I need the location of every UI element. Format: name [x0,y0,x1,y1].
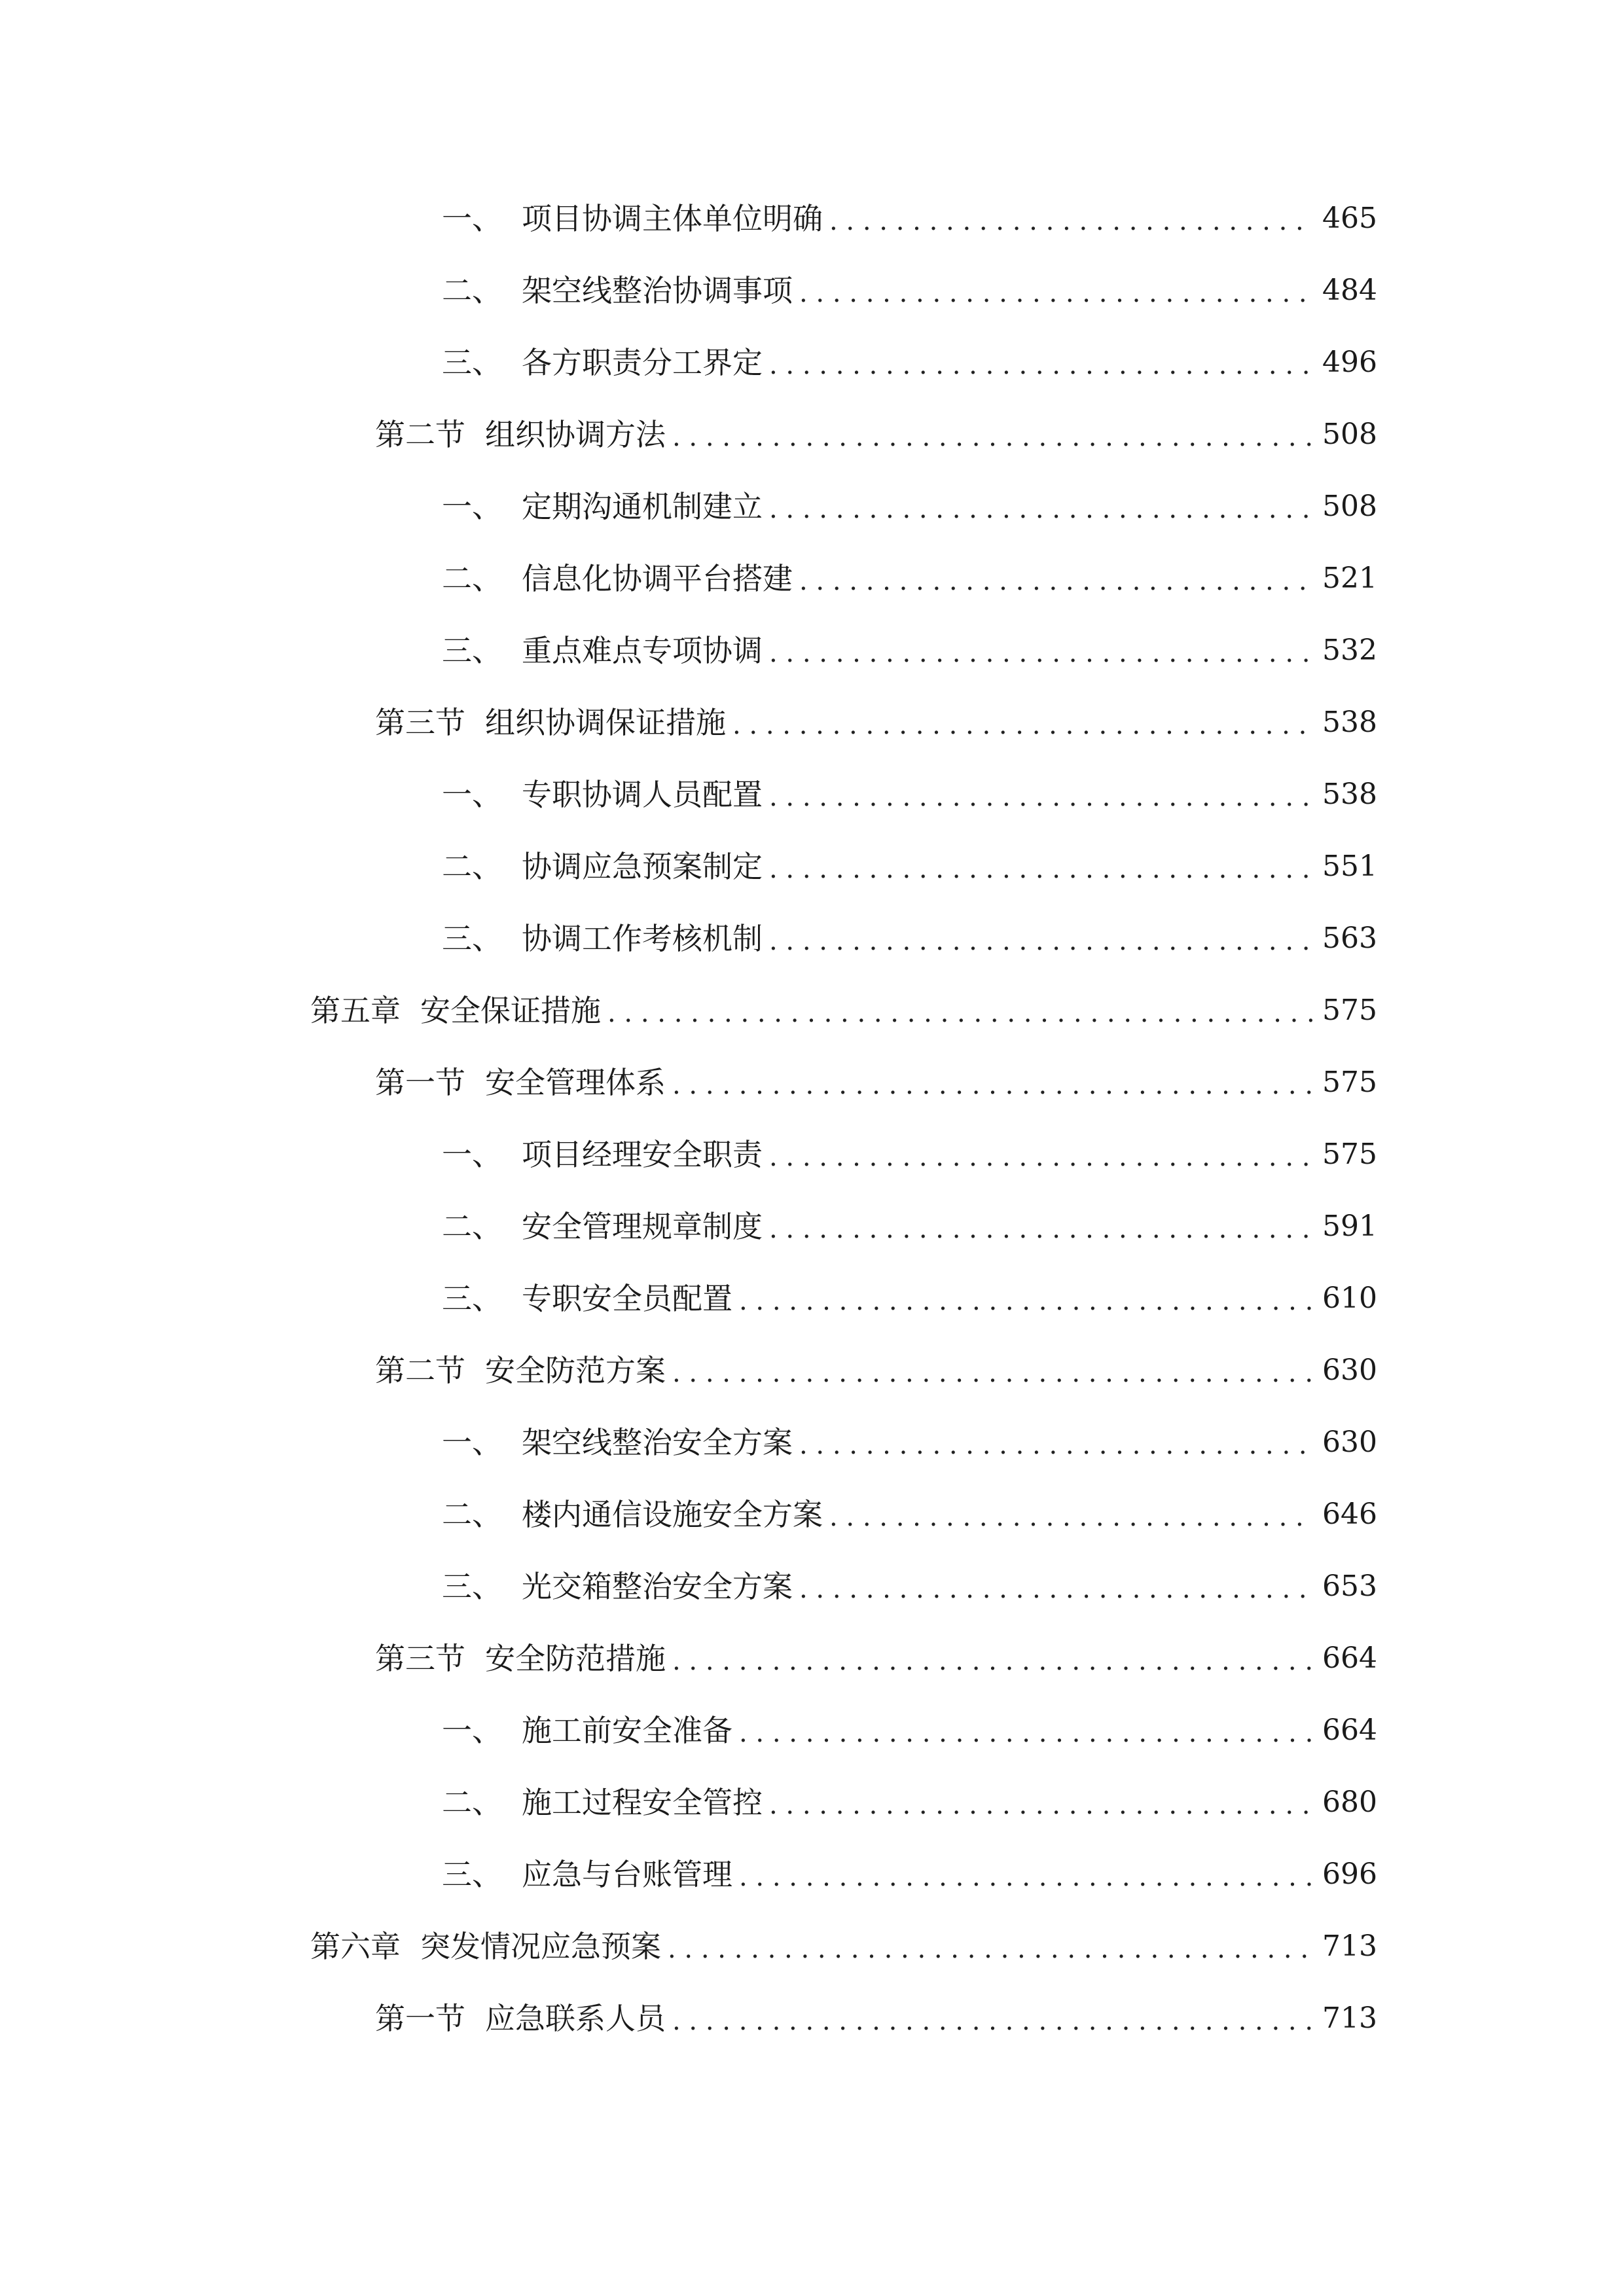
toc-entry-page: 563 [1322,922,1377,955]
toc-entry-title: 专职安全员配置 [522,1281,732,1316]
toc-entry-number: 第五章 [310,993,401,1028]
toc-entry [375,696,1377,749]
toc-entry-title: 光交箱整治安全方案 [522,1569,793,1604]
toc-entry-title: 安全防范措施 [485,1641,666,1676]
toc-entry-number: 第二节 [375,1353,465,1388]
toc-entry-title: 楼内通信设施安全方案 [522,1497,823,1532]
toc-entry [375,1344,1377,1397]
toc-entry-number: 一、 [442,777,502,812]
toc-entry-page: 551 [1322,850,1377,883]
toc-entry [442,1200,1377,1253]
toc-entry-page: 610 [1322,1282,1377,1315]
dot-leader [739,1707,1313,1759]
toc-entry-page: 508 [1322,490,1377,523]
toc-entry-title: 应急与台账管理 [522,1857,732,1892]
toc-entry-page: 646 [1322,1498,1377,1531]
toc-entry-title: 架空线整治安全方案 [522,1425,793,1460]
toc-entry [442,1776,1377,1829]
toc-entry-page: 653 [1322,1570,1377,1603]
toc-entry-number: 一、 [442,1713,502,1748]
toc-entry-page: 591 [1322,1210,1377,1243]
dot-leader [769,483,1313,535]
dot-leader [672,1059,1313,1111]
toc-entry [442,192,1377,245]
dot-leader [732,699,1313,751]
dot-leader [769,1203,1313,1255]
toc-entry-page: 630 [1322,1426,1377,1459]
toc-entry-number: 三、 [442,1569,502,1604]
toc-entry [442,624,1377,677]
toc-entry-page: 713 [1322,2001,1377,2035]
dot-leader [739,1275,1313,1327]
dot-leader [672,1635,1313,1687]
toc-entry-number: 一、 [442,1425,502,1460]
toc-entry-number: 三、 [442,1857,502,1892]
toc-entry-number: 第二节 [375,417,465,452]
toc-entry-number: 二、 [442,849,502,884]
toc-entry-page: 484 [1322,274,1377,307]
toc-entry-number: 二、 [442,273,502,308]
toc-entry-title: 专职协调人员配置 [522,777,763,812]
dot-leader [769,1779,1313,1831]
toc-entry [375,1632,1377,1685]
toc-entry [442,1560,1377,1613]
dot-leader [799,267,1313,319]
toc-entry-page: 575 [1322,1138,1377,1171]
dot-leader [668,1923,1313,1975]
toc-entry-number: 第六章 [310,1929,401,1964]
toc-entry-title: 安全管理规章制度 [522,1209,763,1244]
dot-leader [829,195,1313,247]
toc-entry-page: 521 [1322,562,1377,595]
toc-entry-title: 安全管理体系 [485,1065,666,1100]
toc-entry [442,1416,1377,1469]
toc-entry [442,840,1377,893]
toc-entry-page: 508 [1322,418,1377,451]
toc-entry-number: 一、 [442,201,502,236]
toc-entry-number: 二、 [442,1209,502,1244]
toc-entry-title: 协调工作考核机制 [522,921,763,956]
toc-entry-number: 三、 [442,345,502,380]
toc-entry-title: 组织协调方法 [485,417,666,452]
toc-entry-title: 各方职责分工界定 [522,345,763,380]
toc-entry-title: 安全保证措施 [420,993,601,1028]
toc-entry-number: 第一节 [375,1065,465,1100]
toc-entry [442,768,1377,821]
dot-leader [799,1419,1313,1471]
toc-entry-page: 575 [1322,1066,1377,1099]
toc-entry-number: 二、 [442,1785,502,1820]
toc-entry-page: 713 [1322,1929,1377,1963]
toc-entry-page: 532 [1322,634,1377,667]
toc-entry [442,1848,1377,1901]
dot-leader [672,1995,1313,2047]
dot-leader [769,915,1313,967]
toc-entry-title: 架空线整治协调事项 [522,273,793,308]
toc-entry-number: 一、 [442,1137,502,1172]
dot-leader [769,339,1313,391]
toc-entry [442,912,1377,965]
toc-entry-title: 重点难点专项协调 [522,633,763,668]
toc-entry-number: 第三节 [375,1641,465,1676]
toc-entry-number: 一、 [442,489,502,524]
dot-leader [799,1563,1313,1615]
toc-entry-page: 575 [1322,994,1377,1027]
toc-entry-number: 第三节 [375,705,465,740]
dot-leader [672,1347,1313,1399]
toc-entry [442,336,1377,389]
toc-entry-title: 信息化协调平台搭建 [522,561,793,596]
dot-leader [739,1851,1313,1903]
toc-entry [442,264,1377,317]
toc-entry-title: 施工过程安全管控 [522,1785,763,1820]
toc-entry-page: 696 [1322,1857,1377,1891]
dot-leader [769,771,1313,823]
toc-entry-page: 465 [1322,202,1377,235]
toc-entry-number: 三、 [442,1281,502,1316]
toc-entry-number: 二、 [442,561,502,596]
toc-entry-number: 二、 [442,1497,502,1532]
toc-entry-page: 664 [1322,1641,1377,1675]
dot-leader [799,555,1313,607]
toc-entry-page: 664 [1322,1713,1377,1747]
toc-entry-page: 680 [1322,1785,1377,1819]
toc-entry [375,408,1377,461]
toc-entry-number: 三、 [442,921,502,956]
toc-entry [375,1992,1377,2045]
toc-entry [442,1128,1377,1181]
toc-entry-page: 538 [1322,778,1377,811]
toc-entry [442,1704,1377,1757]
dot-leader [607,987,1313,1039]
toc-entry [375,1056,1377,1109]
toc-entry [442,1488,1377,1541]
toc-entry-title: 协调应急预案制定 [522,849,763,884]
toc-entry-title: 项目协调主体单位明确 [522,201,823,236]
dot-leader [829,1491,1313,1543]
toc-entry-page: 496 [1322,346,1377,379]
toc-entry-number: 第一节 [375,2001,465,2036]
toc-entry-page: 630 [1322,1354,1377,1387]
toc-entry [442,480,1377,533]
dot-leader [672,411,1313,463]
dot-leader [769,843,1313,895]
toc-entry-title: 定期沟通机制建立 [522,489,763,524]
toc-entry-number: 三、 [442,633,502,668]
toc-entry-title: 项目经理安全职责 [522,1137,763,1172]
toc-entry-page: 538 [1322,706,1377,739]
toc-entry [310,984,1377,1037]
dot-leader [769,1131,1313,1183]
toc-entry-title: 突发情况应急预案 [420,1929,661,1964]
toc-entry [310,1920,1377,1973]
toc-entry-title: 安全防范方案 [485,1353,666,1388]
toc-entry [442,1272,1377,1325]
dot-leader [769,627,1313,679]
toc-entry-title: 应急联系人员 [485,2001,666,2036]
toc-entry-title: 施工前安全准备 [522,1713,732,1748]
toc-entry [442,552,1377,605]
toc-entry-title: 组织协调保证措施 [485,705,726,740]
